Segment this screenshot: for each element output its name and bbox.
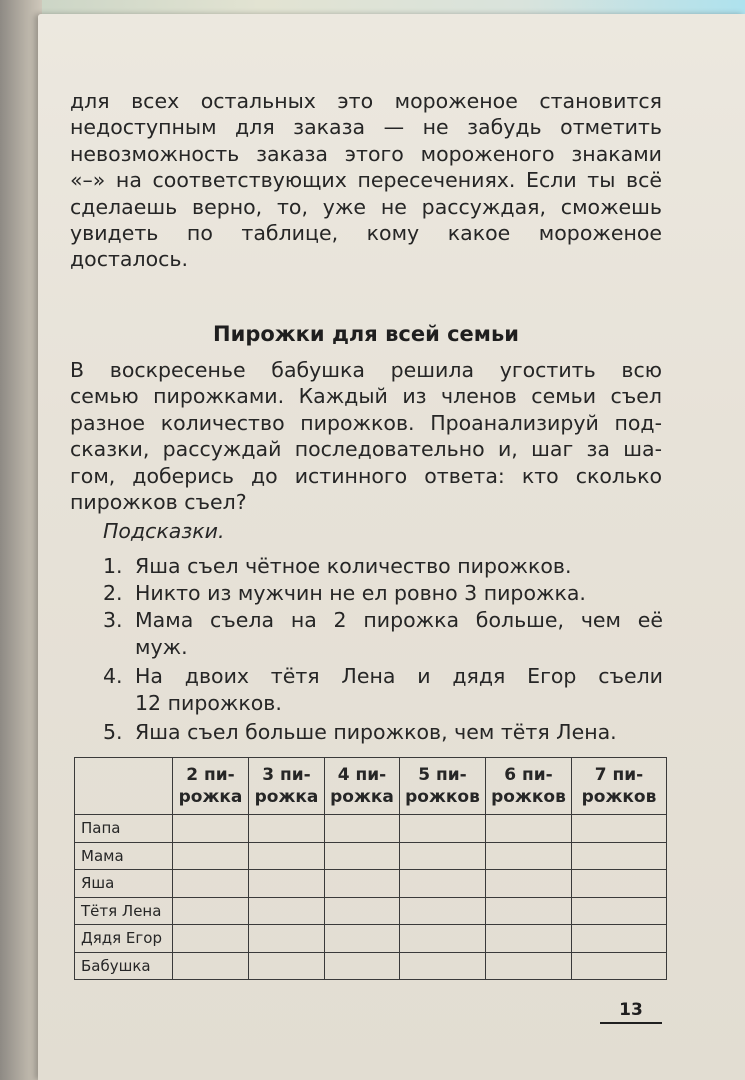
column-header-line: 7 пи- bbox=[594, 765, 644, 785]
answer-cell bbox=[249, 897, 325, 925]
text-line: увидеть по таблице, кому какое мороженое bbox=[70, 221, 662, 246]
answer-cell bbox=[173, 925, 249, 953]
text-line: недоступным для заказа — не забудь отметить bbox=[70, 115, 662, 140]
text-line: сказки, рассуждай последовательно и, шаг за ша- bbox=[70, 437, 662, 462]
hint-number: 5. bbox=[103, 720, 123, 744]
answer-cell bbox=[486, 842, 572, 870]
hints-title: Подсказки. bbox=[103, 519, 225, 543]
answer-cell bbox=[572, 897, 667, 925]
answer-cell bbox=[486, 870, 572, 898]
answer-cell bbox=[325, 815, 400, 843]
hint-line: 12 пирожков. bbox=[135, 691, 282, 715]
table-row bbox=[75, 870, 667, 898]
table-row bbox=[75, 897, 667, 925]
answer-cell bbox=[572, 925, 667, 953]
row-label: Бабушка bbox=[75, 952, 173, 980]
column-header-line: 4 пи- bbox=[337, 765, 387, 785]
table-corner-cell bbox=[75, 758, 173, 815]
answer-cell bbox=[572, 952, 667, 980]
answer-cell bbox=[325, 870, 400, 898]
row-label: Дядя Егор bbox=[75, 925, 173, 953]
answer-cell bbox=[400, 952, 486, 980]
answer-cell bbox=[400, 815, 486, 843]
answer-cell bbox=[486, 952, 572, 980]
answer-cell bbox=[572, 815, 667, 843]
answer-cell bbox=[400, 870, 486, 898]
book-spine bbox=[0, 0, 42, 1080]
column-header-line: рожка bbox=[330, 787, 394, 807]
page-number: 13 bbox=[600, 1000, 662, 1024]
table-column-header bbox=[249, 758, 325, 815]
answer-cell bbox=[173, 815, 249, 843]
column-header-line: 6 пи- bbox=[504, 765, 553, 785]
hint-line: Никто из мужчин не ел ровно 3 пирожка. bbox=[135, 581, 586, 605]
hint-text bbox=[135, 719, 663, 746]
row-label: Мама bbox=[75, 842, 173, 870]
column-header-line: 3 пи- bbox=[262, 765, 311, 785]
column-header-line: рожка bbox=[254, 787, 319, 807]
answer-cell bbox=[400, 842, 486, 870]
intro-paragraph bbox=[70, 88, 662, 273]
column-header-line: рожков bbox=[581, 787, 657, 807]
answer-cell bbox=[325, 897, 400, 925]
hint-line: муж. bbox=[135, 635, 188, 659]
answer-cell bbox=[400, 897, 486, 925]
hint-line: Мама съела на 2 пирожка больше, чем её bbox=[135, 608, 663, 632]
text-line: «–» на соответствующих пересечениях. Если ты всё bbox=[70, 168, 662, 193]
task-paragraph bbox=[70, 357, 662, 515]
section-heading: Пирожки для всей семьи bbox=[213, 322, 519, 346]
text-line: сделаешь верно, то, уже не рассуждая, сможешь bbox=[70, 194, 662, 219]
text-line: невозможность заказа этого мороженого знаками bbox=[70, 141, 662, 166]
hint-text bbox=[135, 553, 663, 580]
hint-number: 2. bbox=[103, 581, 123, 605]
answer-cell bbox=[173, 952, 249, 980]
answer-table bbox=[74, 757, 667, 980]
answer-cell bbox=[249, 842, 325, 870]
table-row bbox=[75, 952, 667, 980]
hint-number: 4. bbox=[103, 664, 123, 688]
answer-cell bbox=[486, 925, 572, 953]
column-header-line: 2 пи- bbox=[186, 765, 235, 785]
column-header-line: рожка bbox=[178, 787, 243, 807]
answer-cell bbox=[486, 815, 572, 843]
hint-line: Яша съел больше пирожков, чем тётя Лена. bbox=[135, 720, 617, 744]
table-row bbox=[75, 842, 667, 870]
table-column-header bbox=[325, 758, 400, 815]
hint-line: Яша съел чётное количество пирожков. bbox=[135, 554, 572, 578]
hint-number: 3. bbox=[103, 608, 123, 632]
text-line: разное количество пирожков. Проанализируй под- bbox=[70, 410, 662, 435]
answer-cell bbox=[400, 925, 486, 953]
text-line: для всех остальных это мороженое становится bbox=[70, 89, 662, 113]
answer-cell bbox=[325, 842, 400, 870]
text-line: пирожков съел? bbox=[70, 490, 247, 515]
hint-text bbox=[135, 607, 663, 661]
table-row bbox=[75, 925, 667, 953]
table-row bbox=[75, 815, 667, 843]
table-column-header bbox=[572, 758, 667, 815]
column-header-line: 5 пи- bbox=[418, 765, 467, 785]
hint-line: На двоих тётя Лена и дядя Егор съели bbox=[135, 664, 663, 688]
hint-text bbox=[135, 580, 663, 607]
table-column-header bbox=[400, 758, 486, 815]
answer-cell bbox=[325, 952, 400, 980]
text-line: В воскресенье бабушка решила угостить всю bbox=[70, 358, 662, 382]
answer-cell bbox=[572, 842, 667, 870]
answer-cell bbox=[249, 925, 325, 953]
answer-cell bbox=[572, 870, 667, 898]
row-label: Тётя Лена bbox=[75, 897, 173, 925]
answer-cell bbox=[325, 925, 400, 953]
answer-cell bbox=[173, 870, 249, 898]
column-header-line: рожков bbox=[491, 787, 566, 807]
hint-number: 1. bbox=[103, 554, 123, 578]
column-header-line: рожков bbox=[405, 787, 480, 807]
answer-cell bbox=[249, 815, 325, 843]
hint-text bbox=[135, 663, 663, 717]
table-column-header bbox=[173, 758, 249, 815]
answer-cell bbox=[173, 842, 249, 870]
text-line: гом, доберись до истинного ответа: кто сколько bbox=[70, 463, 662, 488]
row-label: Папа bbox=[75, 815, 173, 843]
table-column-header bbox=[486, 758, 572, 815]
answer-cell bbox=[173, 897, 249, 925]
answer-cell bbox=[486, 897, 572, 925]
text-line: семью пирожками. Каждый из членов семьи съел bbox=[70, 384, 662, 409]
answer-cell bbox=[249, 870, 325, 898]
row-label: Яша bbox=[75, 870, 173, 898]
answer-cell bbox=[249, 952, 325, 980]
text-line: досталось. bbox=[70, 247, 189, 272]
